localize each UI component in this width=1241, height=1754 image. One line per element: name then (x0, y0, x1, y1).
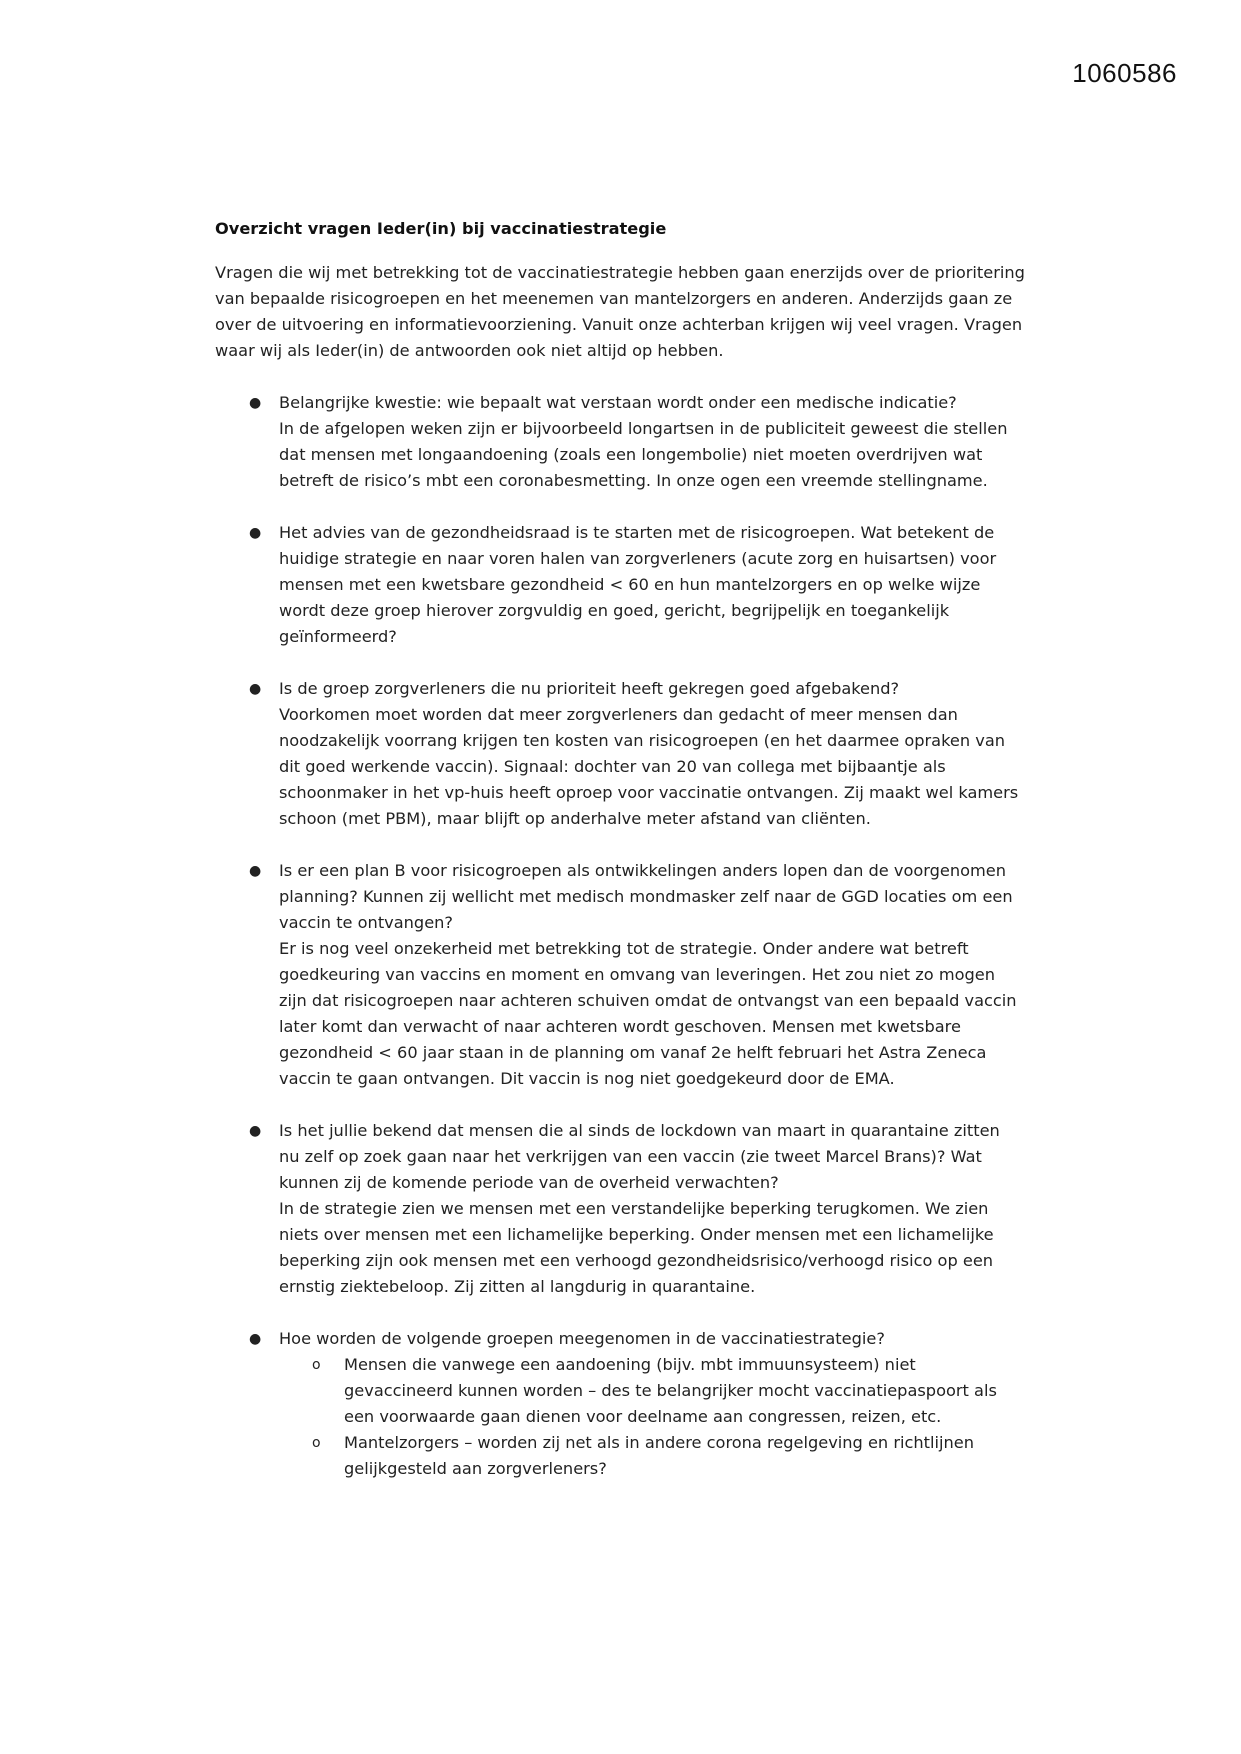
bullet-icon: ● (249, 1123, 262, 1139)
question-item (215, 1326, 1025, 1482)
intro-paragraph: Vragen die wij met betrekking tot de vaccinatiestrategie hebben gaan enerzijds over de prioritering van bepaalde risicogroepen en het meenemen van mantelzorgers en anderen. Anderzijds gaan ze over de uitvoering en informatievoorziening. Vanuit onze achterban krijgen wij veel vragen. Vragen waar wij als Ieder(in) de antwoorden ook niet altijd op hebben. (215, 263, 1025, 360)
sub-question-list (279, 1352, 1025, 1482)
sub-question-item (279, 1352, 1025, 1430)
sub-question-item (279, 1430, 1025, 1482)
question-explanation: In de strategie zien we mensen met een verstandelijke beperking terugkomen. We zien niets over mensen met een lichamelijke beperking. Onder mensen met een lichamelijke beperking zijn ook mensen met een verhoogd gezondheidsrisico/verhoogd risico op een ernstig ziektebeloop. Zij zitten al langdurig in quarantaine. (279, 1199, 994, 1296)
sub-question-text: Mantelzorgers – worden zij net als in andere corona regelgeving en richtlijnen gelijkgesteld aan zorgverleners? (344, 1433, 974, 1478)
document-body (215, 216, 1025, 1508)
bullet-icon: ● (249, 525, 262, 541)
question-text: Belangrijke kwestie: wie bepaalt wat verstaan wordt onder een medische indicatie? (279, 393, 957, 412)
question-text: Het advies van de gezondheidsraad is te starten met de risicogroepen. Wat betekent de huidige strategie en naar voren halen van zorgverleners (acute zorg en huisartsen) voor mensen met een kwetsbare gezondheid < 60 en hun mantelzorgers en op welke wijze wordt deze groep hierover zorgvuldig en goed, gericht, begrijpelijk en toegankelijk geïnformeerd? (279, 523, 997, 646)
bullet-icon: ● (249, 863, 262, 879)
question-item (215, 676, 1025, 832)
question-list (215, 390, 1025, 1482)
question-text: Is er een plan B voor risicogroepen als ontwikkelingen anders lopen dan de voorgenomen planning? Kunnen zij wellicht met medisch mondmasker zelf naar de GGD locaties om een vaccin te ontvangen? (279, 861, 1013, 932)
question-item (215, 1118, 1025, 1300)
question-explanation: In de afgelopen weken zijn er bijvoorbeeld longartsen in de publiciteit geweest die stellen dat mensen met longaandoening (zoals een longembolie) niet moeten overdrijven wat betreft de risico’s mbt een coronabesmetting. In onze ogen een vreemde stellingname. (279, 419, 1008, 490)
circle-bullet-icon: o (312, 1435, 321, 1451)
question-explanation: Voorkomen moet worden dat meer zorgverleners dan gedacht of meer mensen dan noodzakelijk voorrang krijgen ten kosten van risicogroepen (en het daarmee opraken van dit goed werkende vaccin). Signaal: dochter van 20 van collega met bijbaantje als schoonmaker in het vp-huis heeft oproep voor vaccinatie ontvangen. Zij maakt wel kamers schoon (met PBM), maar blijft op anderhalve meter afstand van cliënten. (279, 705, 1019, 828)
document-number: 1060586 (1072, 58, 1177, 88)
question-text: Hoe worden de volgende groepen meegenomen in de vaccinatiestrategie? (279, 1329, 885, 1348)
question-item (215, 390, 1025, 494)
circle-bullet-icon: o (312, 1357, 321, 1373)
question-item (215, 520, 1025, 650)
question-text: Is de groep zorgverleners die nu prioriteit heeft gekregen goed afgebakend? (279, 679, 900, 698)
question-explanation: Er is nog veel onzekerheid met betrekking tot de strategie. Onder andere wat betreft goedkeuring van vaccins en moment en omvang van leveringen. Het zou niet zo mogen zijn dat risicogroepen naar achteren schuiven omdat de ontvangst van een bepaald vaccin later komt dan verwacht of naar achteren wordt geschoven. Mensen met kwetsbare gezondheid < 60 jaar staan in de planning om vanaf 2e helft februari het Astra Zeneca vaccin te gaan ontvangen. Dit vaccin is nog niet goedgekeurd door de EMA. (279, 939, 1017, 1088)
sub-question-text: Mensen die vanwege een aandoening (bijv. mbt immuunsysteem) niet gevaccineerd kunnen worden – des te belangrijker mocht vaccinatiepaspoort als een voorwaarde gaan dienen voor deelname aan congressen, reizen, etc. (344, 1355, 997, 1426)
document-title: Overzicht vragen Ieder(in) bij vaccinatiestrategie (215, 219, 667, 238)
bullet-icon: ● (249, 1331, 262, 1347)
question-item (215, 858, 1025, 1092)
bullet-icon: ● (249, 395, 262, 411)
bullet-icon: ● (249, 681, 262, 697)
question-text: Is het jullie bekend dat mensen die al sinds de lockdown van maart in quarantaine zitten nu zelf op zoek gaan naar het verkrijgen van een vaccin (zie tweet Marcel Brans)? Wat kunnen zij de komende periode van de overheid verwachten? (279, 1121, 1000, 1192)
